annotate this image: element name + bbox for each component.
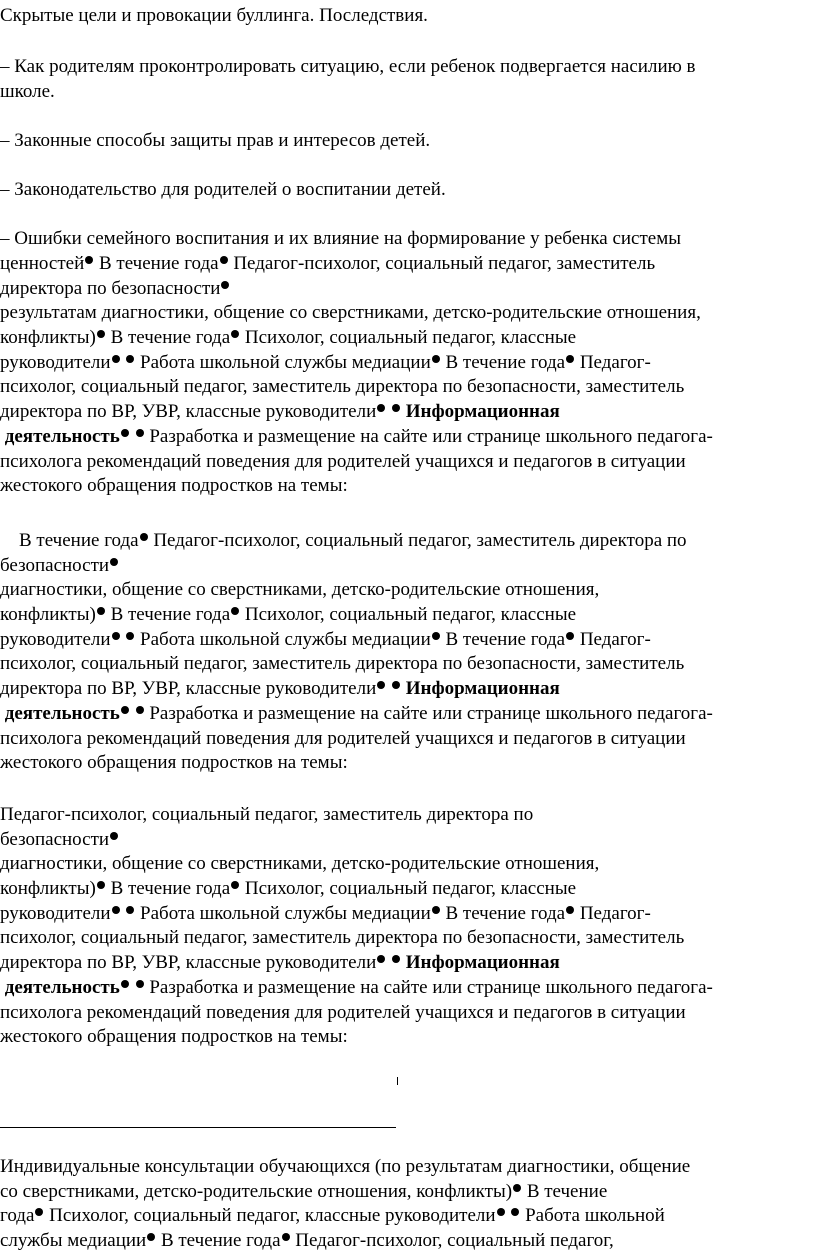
bold-text-segment: деятельность [0,703,120,724]
footnote-tick-mark [397,1077,398,1085]
bullet-dot-icon [566,632,574,640]
text-segment: В течение года [105,878,231,899]
text-line [0,578,599,603]
text-line [0,277,230,302]
text-line [0,1229,614,1254]
text-segment: Разработка и размещение на сайте или странице школьного педагога- [144,703,713,724]
text-segment [130,977,135,998]
bold-text-segment: деятельность [0,426,120,447]
text-segment: В течение года [440,903,566,924]
bold-text-segment: Информационная [405,952,560,973]
text-segment: руководители [0,903,111,924]
bullet-dot-icon [110,832,118,840]
text-segment [506,1205,511,1226]
text-segment: директора по безопасности [0,278,221,299]
bullet-dot-icon [566,906,574,914]
text-segment: психолог, социальный педагог, заместитель директора по безопасности, заместитель [0,653,685,674]
text-segment: В течение года [94,253,219,274]
text-segment: Педагог-психолог, социальный педагог, заместитель [228,253,656,274]
text-segment [130,703,135,724]
bullet-dot-icon [110,558,118,566]
text-segment: службы медиации [0,1230,147,1251]
text-line [0,400,560,425]
text-segment: конфликты) [0,604,96,625]
text-line [0,554,119,579]
text-segment: диагностики, общение со сверстниками, детско-родительские отношения, [0,853,600,874]
text-segment: Психолог, социальный педагог, классные [240,327,577,348]
text-segment [130,426,135,447]
bullet-dot-icon [497,1208,505,1216]
text-line [0,1001,686,1026]
bullet-dot-icon [126,355,134,363]
text-segment: Разработка и размещение на сайте или странице школьного педагога- [144,977,713,998]
text-line [0,529,687,554]
text-segment [121,629,126,650]
bold-text-segment: Информационная [405,401,560,422]
text-segment: жестокого обращения подростков на темы: [0,475,348,496]
bullet-dot-icon [432,632,440,640]
bullet-dot-icon [147,1233,155,1241]
bullet-dot-icon [511,1208,519,1216]
text-segment: года [0,1205,35,1226]
text-segment: результатам диагностики, общение со сверстниками, детско-родительские отношения, [0,302,701,323]
text-segment: Индивидуальные консультации обучающихся (по результатам диагностики, общение [0,1156,691,1177]
bullet-dot-icon [432,355,440,363]
text-line [0,803,533,828]
bullet-dot-icon [121,706,129,714]
text-segment: школе. [0,81,55,102]
text-line [0,727,686,752]
text-line [0,828,119,853]
bullet-dot-icon [126,906,134,914]
text-segment: Педагог-психолог, социальный педагог, заместитель директора по [0,804,534,825]
text-segment: конфликты) [0,878,96,899]
bullet-dot-icon [392,681,400,689]
bullet-dot-icon [97,330,105,338]
bullet-dot-icon [377,404,385,412]
text-segment: руководители [0,352,111,373]
text-segment [386,401,391,422]
text-line [0,1204,665,1229]
bullet-dot-icon [121,429,129,437]
text-line [0,80,55,105]
bullet-dot-icon [35,1208,43,1216]
text-line [0,375,684,400]
bullet-dot-icon [392,955,400,963]
text-segment: Психолог, социальный педагог, классные [240,878,577,899]
text-line [0,178,446,203]
text-segment: В течение [522,1181,608,1202]
bullet-dot-icon [392,404,400,412]
text-segment: Психолог, социальный педагог, классные руководители [44,1205,496,1226]
text-segment: руководители [0,629,111,650]
text-line [0,474,348,499]
text-line [0,4,428,29]
bold-text-segment: Информационная [405,678,560,699]
footnote-separator-line [0,1127,396,1128]
text-segment [386,952,391,973]
bullet-dot-icon [136,706,144,714]
bullet-dot-icon [432,906,440,914]
text-segment: Педагог- [575,903,651,924]
text-segment: – Как родителям проконтролировать ситуацию, если ребенок подвергается насилию в [0,56,696,77]
text-segment: диагностики, общение со сверстниками, детско-родительские отношения, [0,579,600,600]
bullet-dot-icon [121,980,129,988]
text-segment: – Законные способы защиты прав и интересов детей. [0,130,431,151]
text-segment: психолога рекомендаций поведения для родителей учащихся и педагогов в ситуации [0,451,686,472]
text-line [0,852,599,877]
text-segment: Работа школьной службы медиации [135,629,431,650]
text-line [0,751,348,776]
text-segment: психолога рекомендаций поведения для родителей учащихся и педагогов в ситуации [0,728,686,749]
bullet-dot-icon [231,881,239,889]
text-segment: Разработка и размещение на сайте или странице школьного педагога- [144,426,713,447]
bullet-dot-icon [136,980,144,988]
bullet-dot-icon [221,281,229,289]
text-segment: психолог, социальный педагог, заместитель директора по безопасности, заместитель [0,927,685,948]
text-line [0,976,713,1001]
bullet-dot-icon [112,906,120,914]
bullet-dot-icon [140,533,148,541]
text-line [0,326,576,351]
text-segment: Скрытые цели и провокации буллинга. Последствия. [0,5,428,26]
text-line [0,55,696,80]
bullet-dot-icon [513,1184,521,1192]
text-segment [386,678,391,699]
text-line [0,425,713,450]
text-segment: – Законодательство для родителей о воспитании детей. [0,179,446,200]
text-segment: В течение года [105,604,231,625]
bullet-dot-icon [97,607,105,615]
text-line [0,628,651,653]
text-segment: – Ошибки семейного воспитания и их влияние на формирование у ребенка системы [0,228,682,249]
text-segment: Педагог-психолог, социальный педагог, заместитель директора по [148,530,687,551]
text-line [0,227,681,252]
bullet-dot-icon [231,330,239,338]
text-line [0,926,684,951]
bullet-dot-icon [377,955,385,963]
text-segment: Педагог- [575,352,651,373]
text-segment: Работа школьной службы медиации [135,903,431,924]
bullet-dot-icon [231,607,239,615]
text-segment: психолога рекомендаций поведения для родителей учащихся и педагогов в ситуации [0,1002,686,1023]
text-segment: Педагог- [575,629,651,650]
bullet-dot-icon [112,355,120,363]
text-segment: Работа школьной [520,1205,665,1226]
text-segment: директора по ВР, УВР, классные руководители [0,401,377,422]
text-segment: директора по ВР, УВР, классные руководители [0,952,377,973]
text-segment: психолог, социальный педагог, заместитель директора по безопасности, заместитель [0,376,685,397]
text-line [0,351,651,376]
text-segment: Работа школьной службы медиации [135,352,431,373]
text-segment: конфликты) [0,327,96,348]
text-line [0,1025,348,1050]
text-segment [121,903,126,924]
text-line [0,450,686,475]
text-segment: жестокого обращения подростков на темы: [0,752,348,773]
text-segment: безопасности [0,829,110,850]
text-segment: В течение года [156,1230,281,1251]
text-segment: безопасности [0,555,110,576]
text-segment: директора по ВР, УВР, классные руководители [0,678,377,699]
text-line [0,129,430,154]
bullet-dot-icon [126,632,134,640]
text-line [0,603,576,628]
text-segment: жестокого обращения подростков на темы: [0,1026,348,1047]
bullet-dot-icon [566,355,574,363]
text-segment: ценностей [0,253,85,274]
text-line [0,252,655,277]
text-segment: В течение года [105,327,231,348]
text-line [0,301,701,326]
text-segment: Психолог, социальный педагог, классные [240,604,577,625]
bullet-dot-icon [282,1233,290,1241]
bullet-dot-icon [85,256,93,264]
text-line [0,652,684,677]
bullet-dot-icon [220,256,228,264]
text-segment: со сверстниками, детско-родительские отношения, конфликты) [0,1181,513,1202]
bold-text-segment: деятельность [0,977,120,998]
bullet-dot-icon [112,632,120,640]
text-segment [121,352,126,373]
bullet-dot-icon [97,881,105,889]
text-segment: В течение года [440,352,566,373]
text-line [0,1180,607,1205]
text-segment: Педагог-психолог, социальный педагог, [290,1230,614,1251]
bullet-dot-icon [136,429,144,437]
text-line [0,877,576,902]
text-line [0,902,651,927]
text-line [0,677,560,702]
text-line [0,702,713,727]
text-segment: В течение года [0,530,139,551]
bullet-dot-icon [377,681,385,689]
text-line [0,1155,690,1180]
text-segment: В течение года [440,629,566,650]
text-line [0,951,560,976]
